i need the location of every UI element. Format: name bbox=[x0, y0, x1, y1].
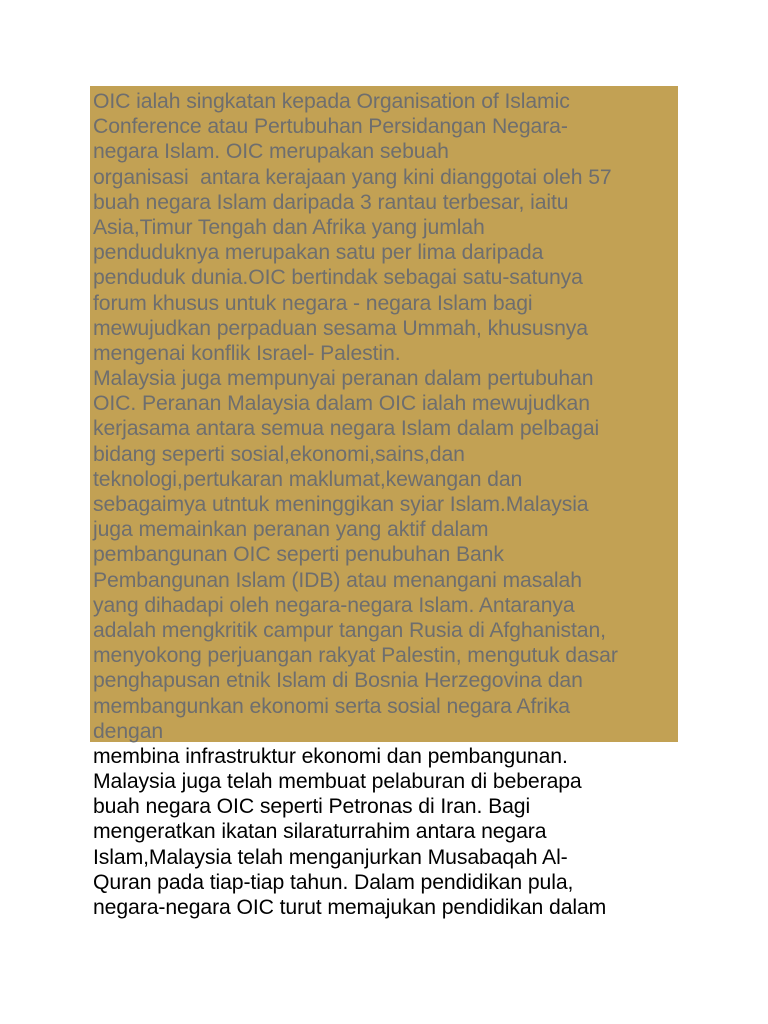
body-text bbox=[93, 89, 693, 920]
text-line: penghapusan etnik Islam di Bosnia Herzegovina dan bbox=[93, 669, 583, 693]
highlighted-paragraph bbox=[93, 89, 693, 744]
text-line: membina infrastruktur ekonomi dan pembangunan. bbox=[93, 744, 568, 768]
text-line: adalah mengkritik campur tangan Rusia di Afghanistan, bbox=[93, 618, 606, 642]
text-line: buah negara Islam daripada 3 rantau terbesar, iaitu bbox=[93, 190, 569, 214]
text-line: juga memainkan peranan yang aktif dalam bbox=[93, 518, 489, 542]
text-line: bidang seperti sosial,ekonomi,sains,dan bbox=[93, 442, 465, 466]
text-line: penduduk dunia.OIC bertindak sebagai satu-satunya bbox=[93, 266, 583, 290]
text-line: forum khusus untuk negara - negara Islam bagi bbox=[93, 291, 533, 315]
plain-paragraph bbox=[93, 744, 693, 920]
text-line: organisasi antara kerajaan yang kini dianggotai oleh 57 bbox=[93, 165, 612, 189]
text-line: dengan bbox=[93, 719, 164, 743]
text-line: penduduknya merupakan satu per lima daripada bbox=[93, 241, 544, 265]
text-line: menyokong perjuangan rakyat Palestin, mengutuk dasar bbox=[93, 644, 618, 668]
text-line: Islam,Malaysia telah menganjurkan Musabaqah Al- bbox=[93, 845, 568, 869]
text-line: negara Islam. OIC merupakan sebuah bbox=[93, 140, 449, 164]
text-line: Conference atau Pertubuhan Persidangan Negara- bbox=[93, 115, 568, 139]
text-line: buah negara OIC seperti Petronas di Iran. Bagi bbox=[93, 795, 531, 819]
text-line: OIC. Peranan Malaysia dalam OIC ialah mewujudkan bbox=[93, 392, 590, 416]
text-line: sebagaimya utntuk meninggikan syiar Islam.Malaysia bbox=[93, 493, 589, 516]
text-line: mewujudkan perpaduan sesama Ummah, khususnya bbox=[93, 316, 588, 340]
text-line: mengeratkan ikatan silaraturrahim antara negara bbox=[93, 820, 547, 844]
text-line: teknologi,pertukaran maklumat,kewangan dan bbox=[93, 467, 523, 491]
text-line: membangunkan ekonomi serta sosial negara Afrika bbox=[93, 694, 570, 718]
text-line: Malaysia juga telah membuat pelaburan di beberapa bbox=[93, 770, 582, 794]
text-line: Pembangunan Islam (IDB) atau menangani masalah bbox=[93, 568, 582, 592]
text-line: Quran pada tiap-tiap tahun. Dalam pendidikan pula, bbox=[93, 870, 574, 894]
text-line: OIC ialah singkatan kepada Organisation of Islamic bbox=[93, 90, 570, 113]
text-line: pembangunan OIC seperti penubuhan Bank bbox=[93, 543, 504, 567]
text-line: Asia,Timur Tengah dan Afrika yang jumlah bbox=[93, 215, 485, 239]
text-line: kerjasama antara semua negara Islam dalam pelbagai bbox=[93, 417, 600, 441]
text-line: yang dihadapi oleh negara-negara Islam. Antaranya bbox=[93, 593, 575, 617]
text-line: mengenai konflik Israel- Palestin. bbox=[93, 341, 401, 365]
text-line: Malaysia juga mempunyai peranan dalam pertubuhan bbox=[93, 367, 594, 391]
text-line: negara-negara OIC turut memajukan pendidikan dalam bbox=[93, 896, 607, 919]
